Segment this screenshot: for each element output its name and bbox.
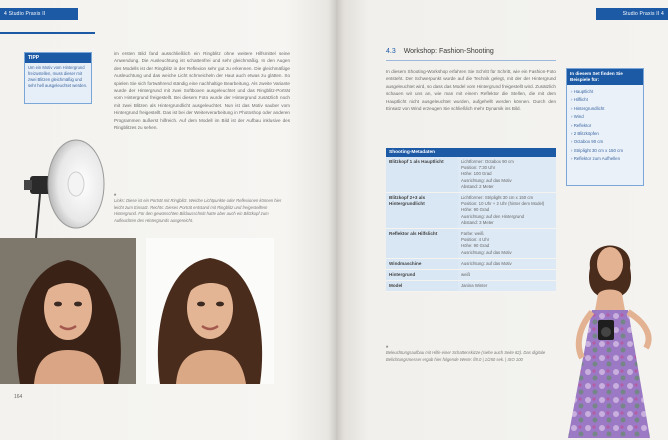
infobox-item: › Wind: [571, 113, 639, 121]
portrait-photo-ringflash: [0, 238, 136, 384]
table-value: Position: 4 Uhr: [461, 237, 490, 243]
section-title: Workshop: Fashion-Shooting: [403, 48, 494, 55]
table-value: weiß: [461, 272, 471, 278]
table-value: Janina Winter: [461, 283, 488, 289]
table-key: Hintergrund: [389, 272, 416, 278]
infobox-item: › Hilflicht: [571, 96, 639, 104]
infobox-item: › Reflektor zum Aufhellen: [571, 155, 639, 163]
infobox-title: In diesem Set finden Sie Beispiele für:: [567, 69, 643, 85]
left-body-text: im ersten Bild fand ausschließlich ein Ringblitz ohne weitere Hilfsmittel seine Anwendung. Die Ausleuchtung ist schattenfrei und sehr gleichmäßig. In den Augen des Modells ist der Ringblitz in der Reflexion sehr gut zu erkennen. Die gleichmäßige Ausleuchtung und das weiche Licht schmeicheln der Haut auch etwas zu glätten. So spielen Sie sich fortwährend ständig eine nachhaltige Bearbeitung. Als zweite Variante wurde der Hintergrund mit zwei Softboxen ausgeleuchtet und das Ringblitz-Porträt vom Hintergrund freigestellt. Bei diesem Foto wurde der Hintergrund zusätzlich noch mit zwei Blitzen als Hintergrundlicht ausgeleuchtet. Nun ist das Motiv sauber vom Hintergrund freigestellt. Das ist bei der Weiterverarbeitung in Photoshop oder anderen Programmen äußerst hilfreich. Auf dem Modell im Bild ist der Aufbau inklusive des Ringblitzes zu sehen.: [114, 51, 290, 131]
infobox-list: [567, 85, 643, 167]
table-value: Ausrichtung: auf das Motiv: [461, 177, 512, 183]
table-key: Model: [389, 283, 403, 289]
table-row: [386, 270, 556, 281]
table-row: [386, 259, 556, 270]
table-value: Ausrichtung: auf das Motiv: [461, 249, 512, 255]
examples-infobox: [566, 68, 644, 186]
table-value: Abstand: 2 Meter: [461, 183, 494, 189]
table-value: Farbe: weiß: [461, 231, 484, 237]
right-caption: [386, 344, 556, 363]
table-value: Lichtformer: Octabox 90 cm: [461, 159, 514, 164]
table-values: [458, 281, 556, 291]
table-row: [386, 229, 556, 259]
table-title: Shooting-Metadaten: [386, 148, 556, 157]
left-caption-text: Links: Diese ist ein Porträt mit Ringblitz. Weiche Lichtpunkte oder Reflexionen können hier leicht zum Einsatz. Rechts: Dieses Porträt entstand mit Ringblitz und freigestelltem Hintergrund. Für den gewünschten Bildausschnitt hatte aber auch ein Blitzkopf zum Aufleuchten des Hintergrunds ausgereicht.: [114, 198, 282, 223]
tip-body: Um ein Motiv vom Hintergrund freizustellen, muss dieser mit zwei Blitzen gleichmäßig und sehr hell ausgeleuchtet werden.: [28, 65, 88, 88]
infobox-item: › Hauptlicht: [571, 88, 639, 96]
infobox-item: › Octabox 90 cm: [571, 138, 639, 146]
table-values: [458, 259, 556, 269]
section-heading: [386, 48, 494, 55]
table-key: Blitzkopf 1 als Hauptlicht: [389, 159, 444, 164]
right-blue-rule: [386, 60, 556, 61]
book-gutter-shadow: [328, 0, 344, 440]
section-number: 4.3: [386, 48, 396, 55]
running-head-left: 4 Studio Praxis II: [0, 8, 78, 20]
table-row: [386, 193, 556, 229]
table-row: [386, 157, 556, 193]
caption-marker: »: [114, 192, 117, 197]
infobox-item: › Striplight 30 cm x 150 cm: [571, 147, 639, 155]
page-number-left: 164: [14, 394, 23, 400]
shooting-metadata-table: [386, 148, 556, 292]
table-values: [458, 229, 556, 258]
right-body-text: In diesem Shooting-Workshop erfahren Sie Schritt für Schritt, wie ein Fashion-Foto entsteht. Der Schwerpunkt wurde auf die Technik gelegt, mit der der Hintergrund ausgeleuchtet wird, so dass das Model vom Hintergrund freigestellt wird. Zusätzlich schauen wir uns an, wie man mit einem Reflektor die Stellen, die mit dem Hauptlicht nicht ausgeleuchtet wurden, aufgehellt werden können. Durch den Einsatz von Wind erzeugen Sie schließlich mehr Dynamik ins Bild.: [386, 69, 556, 112]
table-row: [386, 281, 556, 292]
table-value: Position: 7:30 Uhr: [461, 165, 496, 171]
table-value: Höhe: 90 Grad: [461, 207, 490, 213]
table-value: Ausrichtung: auf den Hintergrund: [461, 213, 525, 219]
tip-title: TIPP: [25, 53, 91, 63]
portrait-photo-white-background: [146, 238, 274, 384]
table-value: Abstand: 3 Meter: [461, 219, 494, 225]
infobox-item: › Reflektor: [571, 122, 639, 130]
table-value: Höhe: 90 Grad: [461, 243, 490, 249]
infobox-item: › Hintergrundlicht: [571, 105, 639, 113]
infobox-item: › 2 Blitzköpfen: [571, 130, 639, 138]
ringflash-softbox-image: [22, 132, 106, 240]
table-values: [458, 157, 556, 192]
table-key: Windmaschine: [389, 260, 422, 266]
left-caption: [114, 192, 284, 224]
caption-marker: »: [386, 344, 389, 349]
left-blue-rule: [0, 32, 95, 34]
table-key: Blitzkopf 2+3 als Hintergrundlicht: [389, 195, 426, 207]
table-key: Reflektor als Hilfslicht: [389, 231, 438, 237]
tip-box: [24, 52, 92, 104]
table-value: Ausrichtung: auf das Motiv: [461, 260, 512, 266]
table-value: Lichtformer: Striplight 30 cm x 150 cm: [461, 195, 534, 201]
table-value: Höhe: 100 Grad: [461, 171, 492, 177]
table-values: [458, 193, 556, 228]
right-caption-text: Beleuchtungsaufbau mit Hilfe einer Schattenskizze (siehe auch Seite 82). Das digitale Belichtungsmesser ergab hier folgende Werte: f/8.0 | 1/250 sek. | ISO 100: [386, 350, 546, 362]
table-value: Position: 10 Uhr + 2 Uhr (hinter dem Model): [461, 201, 545, 207]
fashion-model-photo: [556, 228, 668, 440]
running-head-right: Studio Praxis II 4: [596, 8, 668, 20]
table-values: [458, 270, 556, 280]
